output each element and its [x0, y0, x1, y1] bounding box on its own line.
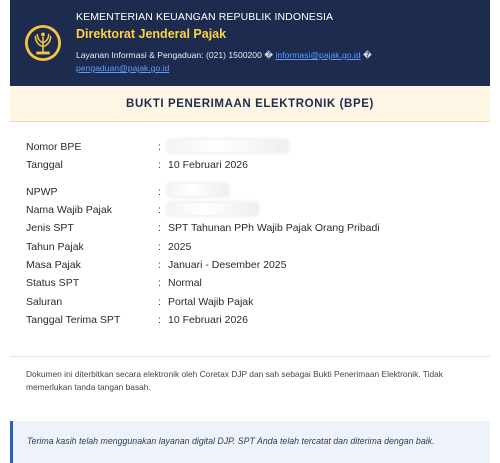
title-band — [10, 86, 490, 122]
field-colon: : — [158, 222, 161, 235]
row-tahun-pajak — [26, 237, 486, 255]
thank-you-box — [10, 421, 490, 463]
field-label: Tahun Pajak — [26, 240, 84, 253]
field-value-redacted — [168, 184, 486, 199]
field-value-redacted — [168, 203, 486, 218]
row-npwp — [26, 183, 486, 201]
field-value: 2025 — [168, 240, 192, 253]
legal-note: Dokumen ini diterbitkan secara elektronik oleh Coretax DJP dan sah sebagai Bukti Penerimaan Elektronik. Tidak memerlukan tanda tangan basah. — [26, 369, 443, 392]
field-value: Portal Wajib Pajak — [168, 295, 254, 308]
details-table — [26, 138, 486, 329]
email-info-link[interactable]: informasi@pajak.go.id — [275, 50, 361, 60]
divider — [10, 356, 490, 357]
field-label: Nomor BPE — [26, 141, 82, 154]
row-nama-wajib-pajak — [26, 201, 486, 219]
field-colon: : — [158, 295, 161, 308]
document-title: BUKTI PENERIMAAN ELEKTRONIK (BPE) — [126, 97, 374, 110]
separator-glyph: � — [264, 50, 274, 60]
field-label: Masa Pajak — [26, 258, 81, 271]
field-value-redacted — [168, 140, 486, 155]
contact-label: Layanan Informasi & Pengaduan: (021) 1500200 — [76, 50, 262, 60]
field-value: 10 Februari 2026 — [168, 159, 248, 172]
header — [10, 0, 490, 86]
djp-emblem-icon — [24, 24, 62, 62]
email-complaint-link[interactable]: pengaduan@pajak.go.id — [76, 63, 170, 73]
contact-info — [76, 49, 478, 75]
field-label: Nama Wajib Pajak — [26, 204, 112, 217]
field-colon: : — [158, 240, 161, 253]
field-label: Jenis SPT — [26, 222, 74, 235]
field-label: NPWP — [26, 185, 58, 198]
field-colon: : — [158, 277, 161, 290]
separator-glyph: � — [363, 50, 372, 60]
field-value: Januari - Desember 2025 — [168, 258, 287, 271]
field-colon: : — [158, 185, 161, 198]
field-label: Saluran — [26, 295, 63, 308]
field-value: Normal — [168, 277, 202, 290]
department-name: Direktorat Jenderal Pajak — [76, 27, 227, 41]
field-colon: : — [158, 313, 161, 326]
row-tanggal-terima — [26, 311, 486, 329]
row-jenis-spt — [26, 219, 486, 237]
field-label: Status SPT — [26, 277, 80, 290]
row-tanggal — [26, 156, 486, 174]
row-masa-pajak — [26, 256, 486, 274]
row-saluran — [26, 292, 486, 310]
thank-you-text: Terima kasih telah menggunakan layanan digital DJP. SPT Anda telah tercatat dan diterima dengan baik. — [27, 436, 435, 446]
field-colon: : — [158, 159, 161, 172]
ministry-name: KEMENTERIAN KEUANGAN REPUBLIK INDONESIA — [76, 11, 334, 23]
field-colon: : — [158, 258, 161, 271]
field-value: 10 Februari 2026 — [168, 313, 248, 326]
row-nomor-bpe — [26, 138, 486, 156]
field-colon: : — [158, 141, 161, 154]
field-value: SPT Tahunan PPh Wajib Pajak Orang Pribadi — [168, 222, 380, 235]
field-label: Tanggal — [26, 159, 63, 172]
field-label: Tanggal Terima SPT — [26, 313, 121, 326]
field-colon: : — [158, 204, 161, 217]
row-status-spt — [26, 274, 486, 292]
